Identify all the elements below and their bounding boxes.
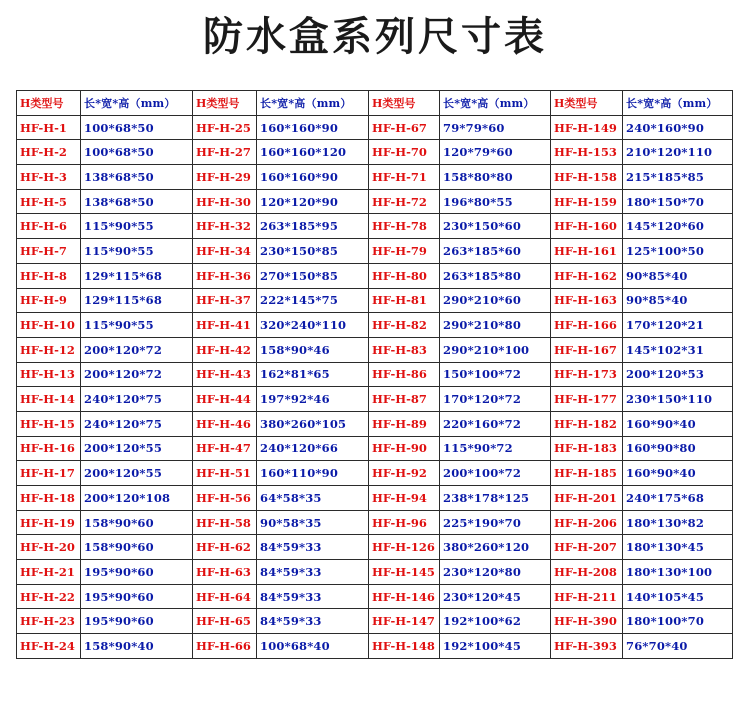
- dimensions-cell: 240*120*75: [81, 387, 193, 412]
- dimensions-cell: 210*120*110: [623, 140, 733, 165]
- model-cell: HF-H-177: [551, 387, 623, 412]
- dimensions-cell: 320*240*110: [257, 313, 369, 338]
- dimensions-cell: 240*175*68: [623, 486, 733, 511]
- model-cell: HF-H-163: [551, 288, 623, 313]
- dimensions-cell: 238*178*125: [440, 486, 551, 511]
- model-cell: HF-H-201: [551, 486, 623, 511]
- model-cell: HF-H-96: [369, 510, 440, 535]
- model-cell: HF-H-80: [369, 263, 440, 288]
- model-cell: HF-H-19: [17, 510, 81, 535]
- model-cell: HF-H-37: [193, 288, 257, 313]
- table-row: [17, 436, 733, 461]
- model-cell: HF-H-41: [193, 313, 257, 338]
- table-row: [17, 140, 733, 165]
- model-cell: HF-H-146: [369, 584, 440, 609]
- dimensions-cell: 230*150*110: [623, 387, 733, 412]
- model-cell: HF-H-185: [551, 461, 623, 486]
- header-dimensions: 长*宽*高（mm）: [623, 91, 733, 116]
- dimensions-cell: 197*92*46: [257, 387, 369, 412]
- dimensions-cell: 138*68*50: [81, 189, 193, 214]
- dimensions-cell: 200*120*72: [81, 337, 193, 362]
- dimensions-cell: 90*85*40: [623, 263, 733, 288]
- model-cell: HF-H-206: [551, 510, 623, 535]
- dimensions-cell: 380*260*105: [257, 411, 369, 436]
- dimensions-cell: 230*120*45: [440, 584, 551, 609]
- table-row: [17, 535, 733, 560]
- model-cell: HF-H-7: [17, 239, 81, 264]
- header-dimensions: 长*宽*高（mm）: [81, 91, 193, 116]
- table-row: [17, 560, 733, 585]
- model-cell: HF-H-21: [17, 560, 81, 585]
- model-cell: HF-H-34: [193, 239, 257, 264]
- model-cell: HF-H-87: [369, 387, 440, 412]
- table-row: [17, 115, 733, 140]
- model-cell: HF-H-15: [17, 411, 81, 436]
- model-cell: HF-H-211: [551, 584, 623, 609]
- dimensions-cell: 195*90*60: [81, 584, 193, 609]
- dimensions-cell: 162*81*65: [257, 362, 369, 387]
- dimensions-cell: 170*120*21: [623, 313, 733, 338]
- model-cell: HF-H-149: [551, 115, 623, 140]
- table-row: [17, 239, 733, 264]
- dimensions-cell: 160*160*120: [257, 140, 369, 165]
- model-cell: HF-H-10: [17, 313, 81, 338]
- dimensions-cell: 180*100*70: [623, 609, 733, 634]
- dimensions-cell: 100*68*50: [81, 140, 193, 165]
- dimensions-cell: 180*150*70: [623, 189, 733, 214]
- dimensions-cell: 100*68*40: [257, 634, 369, 659]
- dimensions-cell: 115*90*55: [81, 313, 193, 338]
- model-cell: HF-H-78: [369, 214, 440, 239]
- dimensions-cell: 215*185*85: [623, 165, 733, 190]
- dimensions-cell: 290*210*100: [440, 337, 551, 362]
- dimensions-cell: 160*160*90: [257, 165, 369, 190]
- dimensions-cell: 100*68*50: [81, 115, 193, 140]
- dimensions-cell: 160*90*40: [623, 461, 733, 486]
- model-cell: HF-H-51: [193, 461, 257, 486]
- dimensions-cell: 240*120*75: [81, 411, 193, 436]
- model-cell: HF-H-153: [551, 140, 623, 165]
- table-row: [17, 510, 733, 535]
- table-row: [17, 461, 733, 486]
- dimensions-cell: 170*120*72: [440, 387, 551, 412]
- model-cell: HF-H-167: [551, 337, 623, 362]
- dimensions-cell: 230*150*85: [257, 239, 369, 264]
- dimensions-cell: 263*185*80: [440, 263, 551, 288]
- dimensions-cell: 222*145*75: [257, 288, 369, 313]
- model-cell: HF-H-43: [193, 362, 257, 387]
- dimensions-cell: 263*185*60: [440, 239, 551, 264]
- dimensions-cell: 196*80*55: [440, 189, 551, 214]
- model-cell: HF-H-46: [193, 411, 257, 436]
- header-model-type: H类型号: [193, 91, 257, 116]
- dimensions-cell: 90*85*40: [623, 288, 733, 313]
- table-header: [17, 91, 733, 116]
- table-row: [17, 263, 733, 288]
- model-cell: HF-H-182: [551, 411, 623, 436]
- model-cell: HF-H-66: [193, 634, 257, 659]
- model-cell: HF-H-44: [193, 387, 257, 412]
- model-cell: HF-H-71: [369, 165, 440, 190]
- model-cell: HF-H-9: [17, 288, 81, 313]
- table-row: [17, 609, 733, 634]
- model-cell: HF-H-25: [193, 115, 257, 140]
- header-dimensions: 长*宽*高（mm）: [440, 91, 551, 116]
- dimensions-cell: 84*59*33: [257, 560, 369, 585]
- dimensions-cell: 200*120*55: [81, 461, 193, 486]
- table-row: [17, 411, 733, 436]
- header-dimensions: 长*宽*高（mm）: [257, 91, 369, 116]
- model-cell: HF-H-161: [551, 239, 623, 264]
- dimensions-cell: 180*130*82: [623, 510, 733, 535]
- model-cell: HF-H-47: [193, 436, 257, 461]
- model-cell: HF-H-18: [17, 486, 81, 511]
- model-cell: HF-H-30: [193, 189, 257, 214]
- dimensions-cell: 200*120*55: [81, 436, 193, 461]
- model-cell: HF-H-79: [369, 239, 440, 264]
- dimensions-cell: 160*90*80: [623, 436, 733, 461]
- model-cell: HF-H-72: [369, 189, 440, 214]
- model-cell: HF-H-58: [193, 510, 257, 535]
- dimensions-cell: 158*90*60: [81, 535, 193, 560]
- dimensions-cell: 150*100*72: [440, 362, 551, 387]
- model-cell: HF-H-126: [369, 535, 440, 560]
- model-cell: HF-H-148: [369, 634, 440, 659]
- model-cell: HF-H-12: [17, 337, 81, 362]
- header-row: [17, 91, 733, 116]
- dimensions-cell: 158*90*60: [81, 510, 193, 535]
- table-row: [17, 634, 733, 659]
- model-cell: HF-H-147: [369, 609, 440, 634]
- dimensions-cell: 76*70*40: [623, 634, 733, 659]
- table-body: [17, 115, 733, 658]
- model-cell: HF-H-65: [193, 609, 257, 634]
- dimensions-cell: 180*130*100: [623, 560, 733, 585]
- table-row: [17, 486, 733, 511]
- model-cell: HF-H-160: [551, 214, 623, 239]
- dimensions-cell: 160*90*40: [623, 411, 733, 436]
- model-cell: HF-H-2: [17, 140, 81, 165]
- dimensions-cell: 115*90*72: [440, 436, 551, 461]
- dimensions-cell: 160*110*90: [257, 461, 369, 486]
- dimensions-cell: 138*68*50: [81, 165, 193, 190]
- header-model-type: H类型号: [369, 91, 440, 116]
- model-cell: HF-H-86: [369, 362, 440, 387]
- model-cell: HF-H-1: [17, 115, 81, 140]
- table-row: [17, 362, 733, 387]
- model-cell: HF-H-145: [369, 560, 440, 585]
- dimensions-cell: 120*120*90: [257, 189, 369, 214]
- dimensions-cell: 192*100*62: [440, 609, 551, 634]
- dimensions-cell: 290*210*80: [440, 313, 551, 338]
- model-cell: HF-H-42: [193, 337, 257, 362]
- model-cell: HF-H-17: [17, 461, 81, 486]
- dimensions-cell: 200*120*53: [623, 362, 733, 387]
- dimensions-cell: 140*105*45: [623, 584, 733, 609]
- model-cell: HF-H-173: [551, 362, 623, 387]
- dimensions-cell: 79*79*60: [440, 115, 551, 140]
- model-cell: HF-H-82: [369, 313, 440, 338]
- model-cell: HF-H-27: [193, 140, 257, 165]
- dimensions-cell: 240*120*66: [257, 436, 369, 461]
- model-cell: HF-H-20: [17, 535, 81, 560]
- dimensions-cell: 180*130*45: [623, 535, 733, 560]
- model-cell: HF-H-158: [551, 165, 623, 190]
- dimensions-cell: 160*160*90: [257, 115, 369, 140]
- model-cell: HF-H-70: [369, 140, 440, 165]
- dimensions-cell: 129*115*68: [81, 288, 193, 313]
- model-cell: HF-H-183: [551, 436, 623, 461]
- dimensions-cell: 90*58*35: [257, 510, 369, 535]
- model-cell: HF-H-207: [551, 535, 623, 560]
- model-cell: HF-H-56: [193, 486, 257, 511]
- dimensions-cell: 230*150*60: [440, 214, 551, 239]
- model-cell: HF-H-32: [193, 214, 257, 239]
- size-table: [16, 90, 733, 659]
- model-cell: HF-H-166: [551, 313, 623, 338]
- dimensions-cell: 84*59*33: [257, 609, 369, 634]
- dimensions-cell: 270*150*85: [257, 263, 369, 288]
- model-cell: HF-H-90: [369, 436, 440, 461]
- model-cell: HF-H-92: [369, 461, 440, 486]
- dimensions-cell: 145*120*60: [623, 214, 733, 239]
- header-model-type: H类型号: [551, 91, 623, 116]
- dimensions-cell: 84*59*33: [257, 584, 369, 609]
- model-cell: HF-H-393: [551, 634, 623, 659]
- model-cell: HF-H-390: [551, 609, 623, 634]
- model-cell: HF-H-23: [17, 609, 81, 634]
- model-cell: HF-H-13: [17, 362, 81, 387]
- page-title: 防水盒系列尺寸表: [203, 14, 547, 60]
- table-row: [17, 214, 733, 239]
- model-cell: HF-H-29: [193, 165, 257, 190]
- model-cell: HF-H-24: [17, 634, 81, 659]
- model-cell: HF-H-94: [369, 486, 440, 511]
- table-row: [17, 189, 733, 214]
- dimensions-cell: 84*59*33: [257, 535, 369, 560]
- dimensions-cell: 145*102*31: [623, 337, 733, 362]
- table-row: [17, 337, 733, 362]
- dimensions-cell: 120*79*60: [440, 140, 551, 165]
- model-cell: HF-H-5: [17, 189, 81, 214]
- model-cell: HF-H-3: [17, 165, 81, 190]
- model-cell: HF-H-16: [17, 436, 81, 461]
- dimensions-cell: 230*120*80: [440, 560, 551, 585]
- dimensions-cell: 200*100*72: [440, 461, 551, 486]
- dimensions-cell: 158*80*80: [440, 165, 551, 190]
- model-cell: HF-H-6: [17, 214, 81, 239]
- dimensions-cell: 380*260*120: [440, 535, 551, 560]
- dimensions-cell: 195*90*60: [81, 560, 193, 585]
- model-cell: HF-H-89: [369, 411, 440, 436]
- model-cell: HF-H-67: [369, 115, 440, 140]
- table-row: [17, 288, 733, 313]
- dimensions-cell: 200*120*108: [81, 486, 193, 511]
- model-cell: HF-H-14: [17, 387, 81, 412]
- dimensions-cell: 115*90*55: [81, 239, 193, 264]
- table-row: [17, 584, 733, 609]
- dimensions-cell: 64*58*35: [257, 486, 369, 511]
- dimensions-cell: 290*210*60: [440, 288, 551, 313]
- dimensions-cell: 200*120*72: [81, 362, 193, 387]
- dimensions-cell: 158*90*40: [81, 634, 193, 659]
- model-cell: HF-H-159: [551, 189, 623, 214]
- model-cell: HF-H-81: [369, 288, 440, 313]
- model-cell: HF-H-63: [193, 560, 257, 585]
- model-cell: HF-H-22: [17, 584, 81, 609]
- dimensions-cell: 240*160*90: [623, 115, 733, 140]
- table-row: [17, 165, 733, 190]
- table-row: [17, 387, 733, 412]
- model-cell: HF-H-36: [193, 263, 257, 288]
- dimensions-cell: 125*100*50: [623, 239, 733, 264]
- dimensions-cell: 129*115*68: [81, 263, 193, 288]
- dimensions-cell: 220*160*72: [440, 411, 551, 436]
- model-cell: HF-H-8: [17, 263, 81, 288]
- header-model-type: H类型号: [17, 91, 81, 116]
- dimensions-cell: 158*90*46: [257, 337, 369, 362]
- model-cell: HF-H-62: [193, 535, 257, 560]
- model-cell: HF-H-208: [551, 560, 623, 585]
- dimensions-cell: 195*90*60: [81, 609, 193, 634]
- model-cell: HF-H-64: [193, 584, 257, 609]
- dimensions-cell: 225*190*70: [440, 510, 551, 535]
- dimensions-cell: 192*100*45: [440, 634, 551, 659]
- model-cell: HF-H-83: [369, 337, 440, 362]
- table-row: [17, 313, 733, 338]
- model-cell: HF-H-162: [551, 263, 623, 288]
- dimensions-cell: 263*185*95: [257, 214, 369, 239]
- dimensions-cell: 115*90*55: [81, 214, 193, 239]
